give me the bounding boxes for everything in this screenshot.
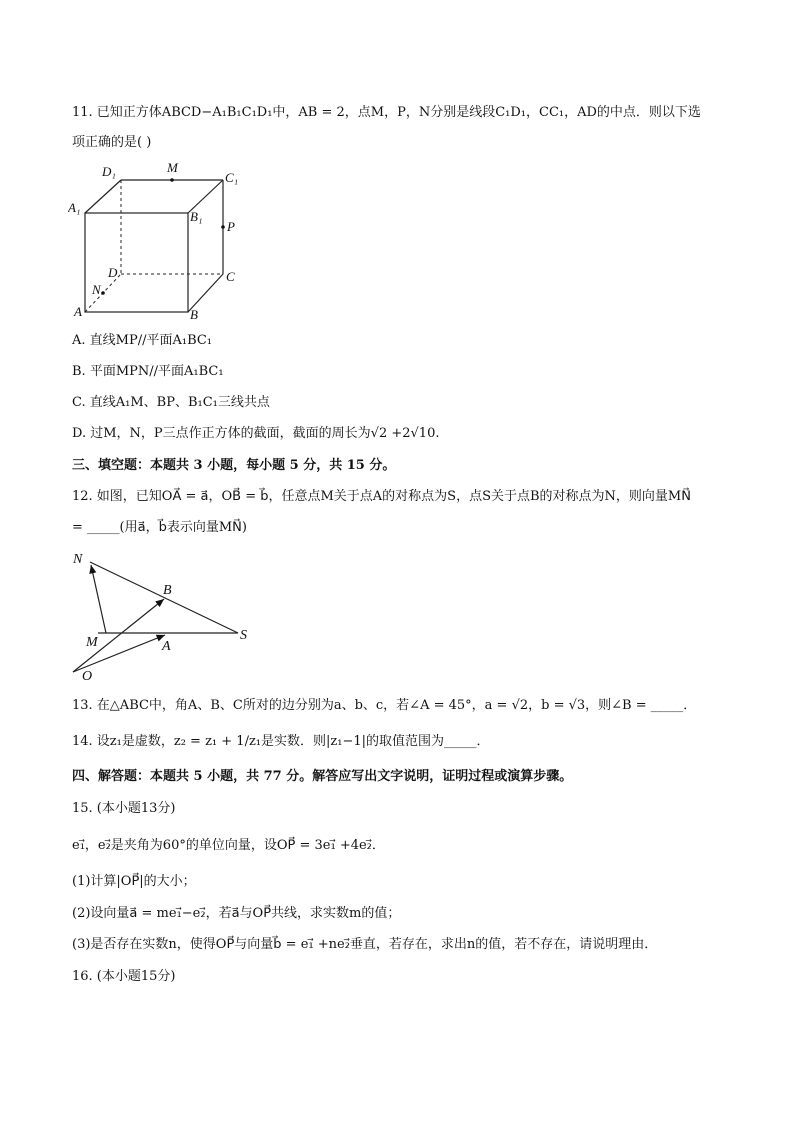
- q15-part-3: (3)是否存在实数n，使得OP⃗与向量b⃗ = e₁⃗ +ne₂⃗垂直，若存在，求出n的值，若不存在，请说明理由．: [72, 937, 658, 952]
- q14-stem: 14. 设z₁是虚数，z₂ = z₁ + 1/z₁是实数．则|z₁−1|的取值范围为_____．: [72, 734, 490, 749]
- q15-stem: e₁⃗，e₂⃗是夹角为60°的单位向量，设OP⃗ = 3e₁⃗ +4e₂⃗．: [72, 838, 385, 853]
- label-O: O: [82, 669, 93, 684]
- point-N: [101, 291, 105, 295]
- label-N: N: [92, 282, 101, 297]
- label-S: S: [240, 628, 247, 643]
- label-A1: A₁: [68, 200, 81, 215]
- q12-stem-line1: 12. 如图，已知OA⃗ = a⃗，OB⃗ = b⃗，任意点M关于点A的对称点为S，点S关于点B的对称点为N，则向量MN⃗: [72, 489, 691, 504]
- label-N: N: [73, 552, 83, 567]
- point-M: [170, 178, 174, 182]
- q11-option-c: C. 直线A₁M、BP、B₁C₁三线共点: [72, 395, 270, 410]
- cube-figure: [68, 160, 248, 320]
- label-B: B: [163, 583, 172, 598]
- q13-stem: 13. 在△ABC中，角A、B、C所对的边分别为a、b、c，若∠A = 45°，a = √2，b = √3，则∠B = _____．: [72, 698, 697, 713]
- q11-option-a: A. 直线MP//平面A₁BC₁: [72, 333, 213, 348]
- label-M: M: [86, 635, 98, 650]
- cube-front-face: [85, 213, 188, 312]
- q12-stem-line2: = _____(用a⃗，b⃗表示向量MN⃗): [72, 520, 247, 535]
- label-P: P: [227, 219, 235, 234]
- q15-header: 15. (本小题13分): [72, 801, 176, 816]
- label-D: D: [108, 265, 118, 280]
- label-C1: C₁: [225, 170, 239, 185]
- q15-part-1: (1)计算|OP⃗|的大小；: [72, 874, 196, 889]
- section-4-heading: 四、解答题：本题共 5 小题，共 77 分。解答应写出文字说明，证明过程或演算步骤。: [72, 769, 573, 784]
- label-B: B: [190, 307, 198, 320]
- label-M: M: [167, 160, 178, 175]
- vector-figure: [68, 546, 268, 686]
- point-P: [221, 225, 225, 229]
- q11-stem-line1: 11. 已知正方体ABCD−A₁B₁C₁D₁中，AB = 2，点M，P，N分别是线段C₁D₁，CC₁，AD的中点．则以下选: [72, 105, 701, 120]
- label-D1: D₁: [102, 164, 116, 179]
- q15-part-2: (2)设向量a⃗ = me₁⃗−e₂⃗，若a⃗与OP⃗共线，求实数m的值；: [72, 906, 401, 921]
- vector-MN: [91, 565, 106, 633]
- label-A: A: [74, 304, 82, 319]
- q16-header: 16. (本小题15分): [72, 969, 176, 984]
- q11-stem-line2: 项正确的是( ): [72, 135, 152, 150]
- label-C: C: [226, 269, 235, 284]
- q11-option-d: D. 过M，N，P三点作正方体的截面，截面的周长为√2 +2√10.: [72, 426, 440, 441]
- cube-edge-A1D1: [85, 180, 121, 213]
- label-B1: B₁: [190, 209, 203, 224]
- q11-option-b: B. 平面MPN//平面A₁BC₁: [72, 364, 224, 379]
- section-3-heading: 三、填空题：本题共 3 小题，每小题 5 分，共 15 分。: [72, 458, 396, 473]
- label-A: A: [162, 639, 171, 654]
